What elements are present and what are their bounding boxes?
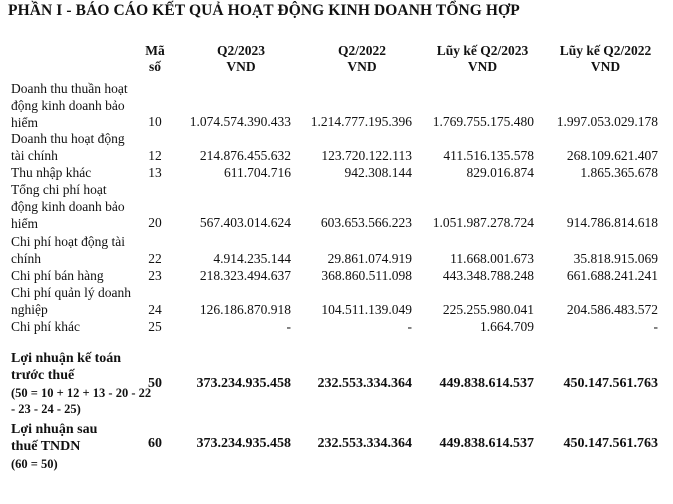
row-value: 218.323.494.637 — [199, 268, 291, 283]
row-code-13: 13 — [148, 165, 162, 180]
row-value: 411.516.135.578 — [443, 148, 534, 163]
row-value: 603.653.566.223 — [320, 215, 412, 230]
row-value: 1.051.987.278.724 — [432, 215, 534, 230]
row-code-23: 23 — [148, 268, 162, 283]
row-value: 1.997.053.029.178 — [556, 114, 658, 129]
row-value: 1.074.574.390.433 — [189, 114, 291, 129]
row-value: 611.704.716 — [224, 165, 291, 180]
header-q2-2023 — [196, 43, 286, 75]
header-code-line1: Mã — [145, 43, 165, 58]
row-label-60: Lợi nhuận sau thuế TNDN — [11, 422, 98, 454]
row-value: 232.553.334.364 — [317, 436, 412, 451]
row-label-10: Doanh thu thuần hoạt động kinh doanh bảo hiểm — [11, 81, 128, 130]
row-value: 942.308.144 — [344, 165, 412, 180]
row-label-25: Chi phí khác — [11, 319, 80, 334]
row-value: 11.668.001.673 — [450, 251, 534, 266]
header-q2-2022-line1: Q2/2022 — [337, 43, 386, 58]
row-value: 1.664.709 — [480, 319, 534, 334]
row-note-50: (50 = 10 + 12 + 13 - 20 - 22 - 23 - 24 - 25) — [11, 386, 152, 416]
header-q2-2023-line2: VND — [226, 59, 256, 74]
row-value: 567.403.014.624 — [199, 215, 291, 230]
row-value: 123.720.122.113 — [321, 148, 412, 163]
row-value: 29.861.074.919 — [327, 251, 412, 266]
row-label-13: Thu nhập khác — [11, 165, 92, 180]
row-value: 368.860.511.098 — [321, 268, 412, 283]
row-value: 35.818.915.069 — [573, 251, 658, 266]
row-code-60: 60 — [148, 436, 162, 451]
header-ytd-2023-line1: Lũy kế Q2/2023 — [436, 43, 529, 58]
header-ytd-2023 — [420, 43, 545, 75]
row-code-24: 24 — [148, 302, 162, 317]
row-value: 104.511.139.049 — [321, 302, 412, 317]
row-value: 449.838.614.537 — [439, 376, 534, 391]
row-value: 373.234.935.458 — [196, 376, 291, 391]
row-label-22: Chi phí hoạt động tài chính — [11, 234, 125, 266]
row-value: 225.255.980.041 — [442, 302, 534, 317]
header-code-line2: số — [148, 59, 161, 74]
row-value: 214.876.455.632 — [199, 148, 291, 163]
row-value: 1.769.755.175.480 — [432, 114, 534, 129]
header-code — [142, 43, 168, 75]
row-code-22: 22 — [148, 251, 162, 266]
row-value: 450.147.561.763 — [563, 436, 658, 451]
row-value: 232.553.334.364 — [317, 376, 412, 391]
row-value: 661.688.241.241 — [566, 268, 658, 283]
header-ytd-2022-line2: VND — [590, 59, 621, 74]
row-value: 126.186.870.918 — [199, 302, 291, 317]
row-value: 450.147.561.763 — [563, 376, 658, 391]
row-code-25: 25 — [148, 319, 162, 334]
row-label-50: Lợi nhuận kế toán trước thuế — [11, 351, 122, 383]
row-value: 1.865.365.678 — [580, 165, 658, 180]
row-value: 914.786.814.618 — [566, 215, 658, 230]
header-ytd-2022 — [543, 43, 668, 75]
row-code-10: 10 — [148, 114, 162, 129]
row-code-20: 20 — [148, 215, 162, 230]
row-label-23: Chi phí bán hàng — [11, 268, 104, 283]
header-q2-2022-line2: VND — [347, 59, 377, 74]
row-value: 4.914.235.144 — [213, 251, 291, 266]
row-value: 449.838.614.537 — [439, 436, 534, 451]
row-value: 268.109.621.407 — [566, 148, 658, 163]
row-note-60: (60 = 50) — [11, 457, 58, 471]
row-label-24: Chi phí quản lý doanh nghiệp — [11, 285, 131, 317]
row-value: 1.214.777.195.396 — [310, 114, 412, 129]
row-label-20: Tổng chi phí hoạt động kinh doanh bảo hiểm — [11, 182, 125, 231]
row-value: 829.016.874 — [466, 165, 534, 180]
row-value: - — [286, 319, 291, 334]
row-code-12: 12 — [148, 148, 162, 163]
header-q2-2023-line1: Q2/2023 — [216, 43, 265, 58]
row-value: 443.348.788.248 — [442, 268, 534, 283]
report-title: PHẦN I - BÁO CÁO KẾT QUẢ HOẠT ĐỘNG KINH DOANH TỔNG HỢP — [8, 2, 520, 19]
row-label-12: Doanh thu hoạt động tài chính — [11, 131, 125, 163]
row-value: - — [407, 319, 412, 334]
header-ytd-2023-line2: VND — [467, 59, 498, 74]
row-code-50: 50 — [148, 376, 162, 391]
row-value: 373.234.935.458 — [196, 436, 291, 451]
row-value: - — [653, 319, 658, 334]
row-value: 204.586.483.572 — [566, 302, 658, 317]
header-q2-2022 — [317, 43, 407, 75]
header-ytd-2022-line1: Lũy kế Q2/2022 — [559, 43, 652, 58]
